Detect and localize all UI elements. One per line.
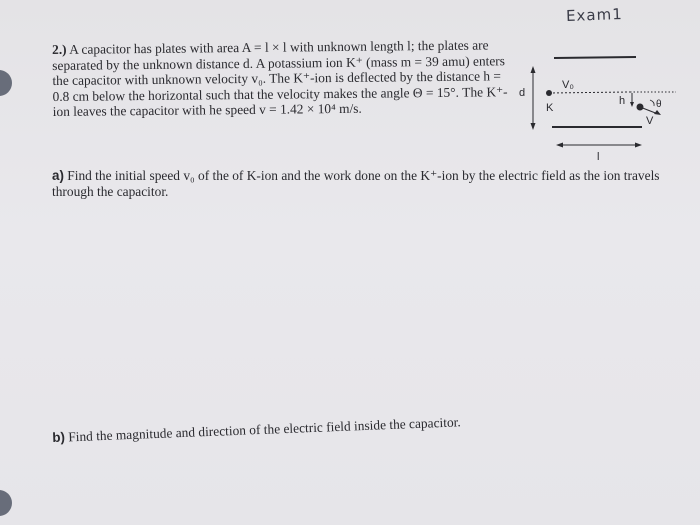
problem-text: A capacitor has plates with area A = l × l with unknown length l; the plates are separated by the unknown distance d. A potassium ion K⁺ (mass m = 39 amu) enters the capacitor with unknown velocity v₀. The K⁺-ion is deflected by the distance h = 0.8 cm below the horizontal such that the velocity makes the angle Θ = 15°. The K⁺-ion leaves the capacitor with he speed v = 1.42 × 10⁴ m/s.	[52, 37, 508, 120]
binder-hole-bottom	[0, 490, 12, 516]
angle-arc	[650, 100, 654, 106]
label-d: d	[519, 87, 526, 99]
part-b-label: b)	[52, 429, 66, 445]
label-k: K	[546, 102, 554, 114]
distance-d-arrowhead-up	[531, 66, 536, 73]
label-h: h	[619, 95, 626, 107]
length-l-arrowhead-left	[556, 143, 563, 148]
part-a-text: Find the initial speed v₀ of the of K-ion and the work done on the K⁺-ion by the electric field as the ion travels through the capacitor.	[52, 168, 660, 199]
deflection-h-arrowhead	[630, 102, 634, 107]
label-l: l	[597, 151, 600, 163]
binder-hole-top	[0, 70, 12, 96]
part-a-question	[52, 168, 682, 200]
label-v0: V₀	[562, 79, 574, 91]
top-plate	[554, 57, 636, 58]
length-l-arrowhead-right	[635, 143, 642, 148]
part-b-question	[52, 409, 612, 446]
problem-statement	[52, 37, 513, 120]
handwritten-exam-note: Exam1	[565, 5, 623, 25]
distance-d-arrowhead-down	[531, 123, 536, 130]
capacitor-diagram	[518, 48, 693, 173]
capacitor-diagram-svg	[518, 48, 693, 173]
part-b-text: Find the magnitude and direction of the electric field inside the capacitor.	[67, 414, 461, 445]
horizontal-reference-line	[549, 92, 630, 93]
label-v: V	[646, 115, 654, 127]
label-theta: θ	[656, 99, 662, 110]
part-a-label: a)	[52, 168, 64, 183]
problem-number: 2.)	[52, 41, 67, 57]
